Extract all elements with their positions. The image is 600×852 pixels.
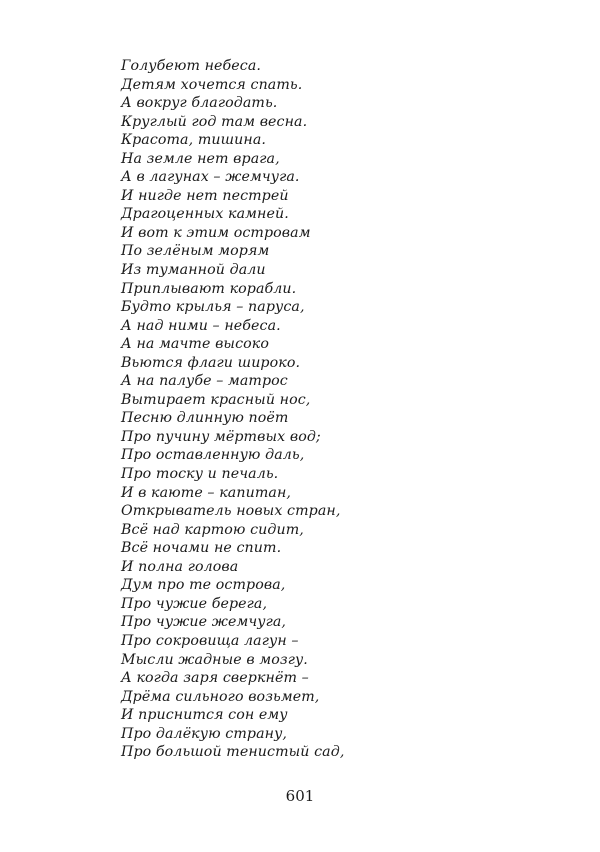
page-number: 601 [285,787,315,805]
poem-line: Про далёкую страну, [121,725,288,742]
poem-line: Всё над картою сидит, [121,521,304,538]
poem-line: Красота, тишина. [121,132,267,149]
poem-line: А когда заря сверкнёт – [121,670,309,687]
poem-line: Из туманной дали [121,262,266,279]
poem-line: Будто крылья – паруса, [121,299,305,316]
poem-line: И вот к этим островам [121,224,311,241]
poem-line: И нигде нет пестрей [121,187,289,204]
poem-line: Дрёма сильного возьмет, [121,688,320,705]
poem-line: Дум про те острова, [121,577,286,594]
poem-line: Открыватель новых стран, [121,503,341,520]
poem-text [121,57,344,762]
poem-line: Детям хочется спать. [121,76,303,93]
poem-line: И полна голова [121,558,239,575]
poem-line: Про пучину мёртвых вод; [121,428,321,445]
poem-line: Про оставленную даль, [121,447,305,464]
poem-line: Драгоценных камней. [121,206,289,223]
poem-line: А в лагунах – жемчуга. [121,169,300,186]
poem-line: Голубеют небеса. [121,58,262,74]
poem-line: Песню длинную поёт [121,410,289,427]
poem-line: Про чужие берега, [121,595,268,612]
poem-line: Круглый год там весна. [121,113,308,130]
poem-line: А вокруг благодать. [121,95,278,112]
poem-line: Про чужие жемчуга, [121,614,287,631]
poem-line: А над ними – небеса. [121,317,281,334]
poem-line: И в каюте – капитан, [121,484,292,501]
poem-line: Про тоску и печаль. [121,466,279,483]
poem-line: По зелёным морям [121,243,270,260]
poem-line: Про большой тенистый сад, [121,744,345,761]
poem-line: Вытирает красный нос, [121,391,311,408]
poem-line: А на палубе – матрос [121,373,288,390]
poem-line: Мысли жадные в мозгу. [121,651,308,668]
poem-line: На земле нет врага, [121,150,280,167]
poem-line: Всё ночами не спит. [121,540,282,557]
poem-line: Приплывают корабли. [121,280,297,297]
poem-line: И приснится сон ему [121,707,288,724]
poem-line: Про сокровища лагун – [121,632,299,649]
poem-line: Вьются флаги широко. [121,354,301,371]
poem-line: А на мачте высоко [121,336,269,353]
